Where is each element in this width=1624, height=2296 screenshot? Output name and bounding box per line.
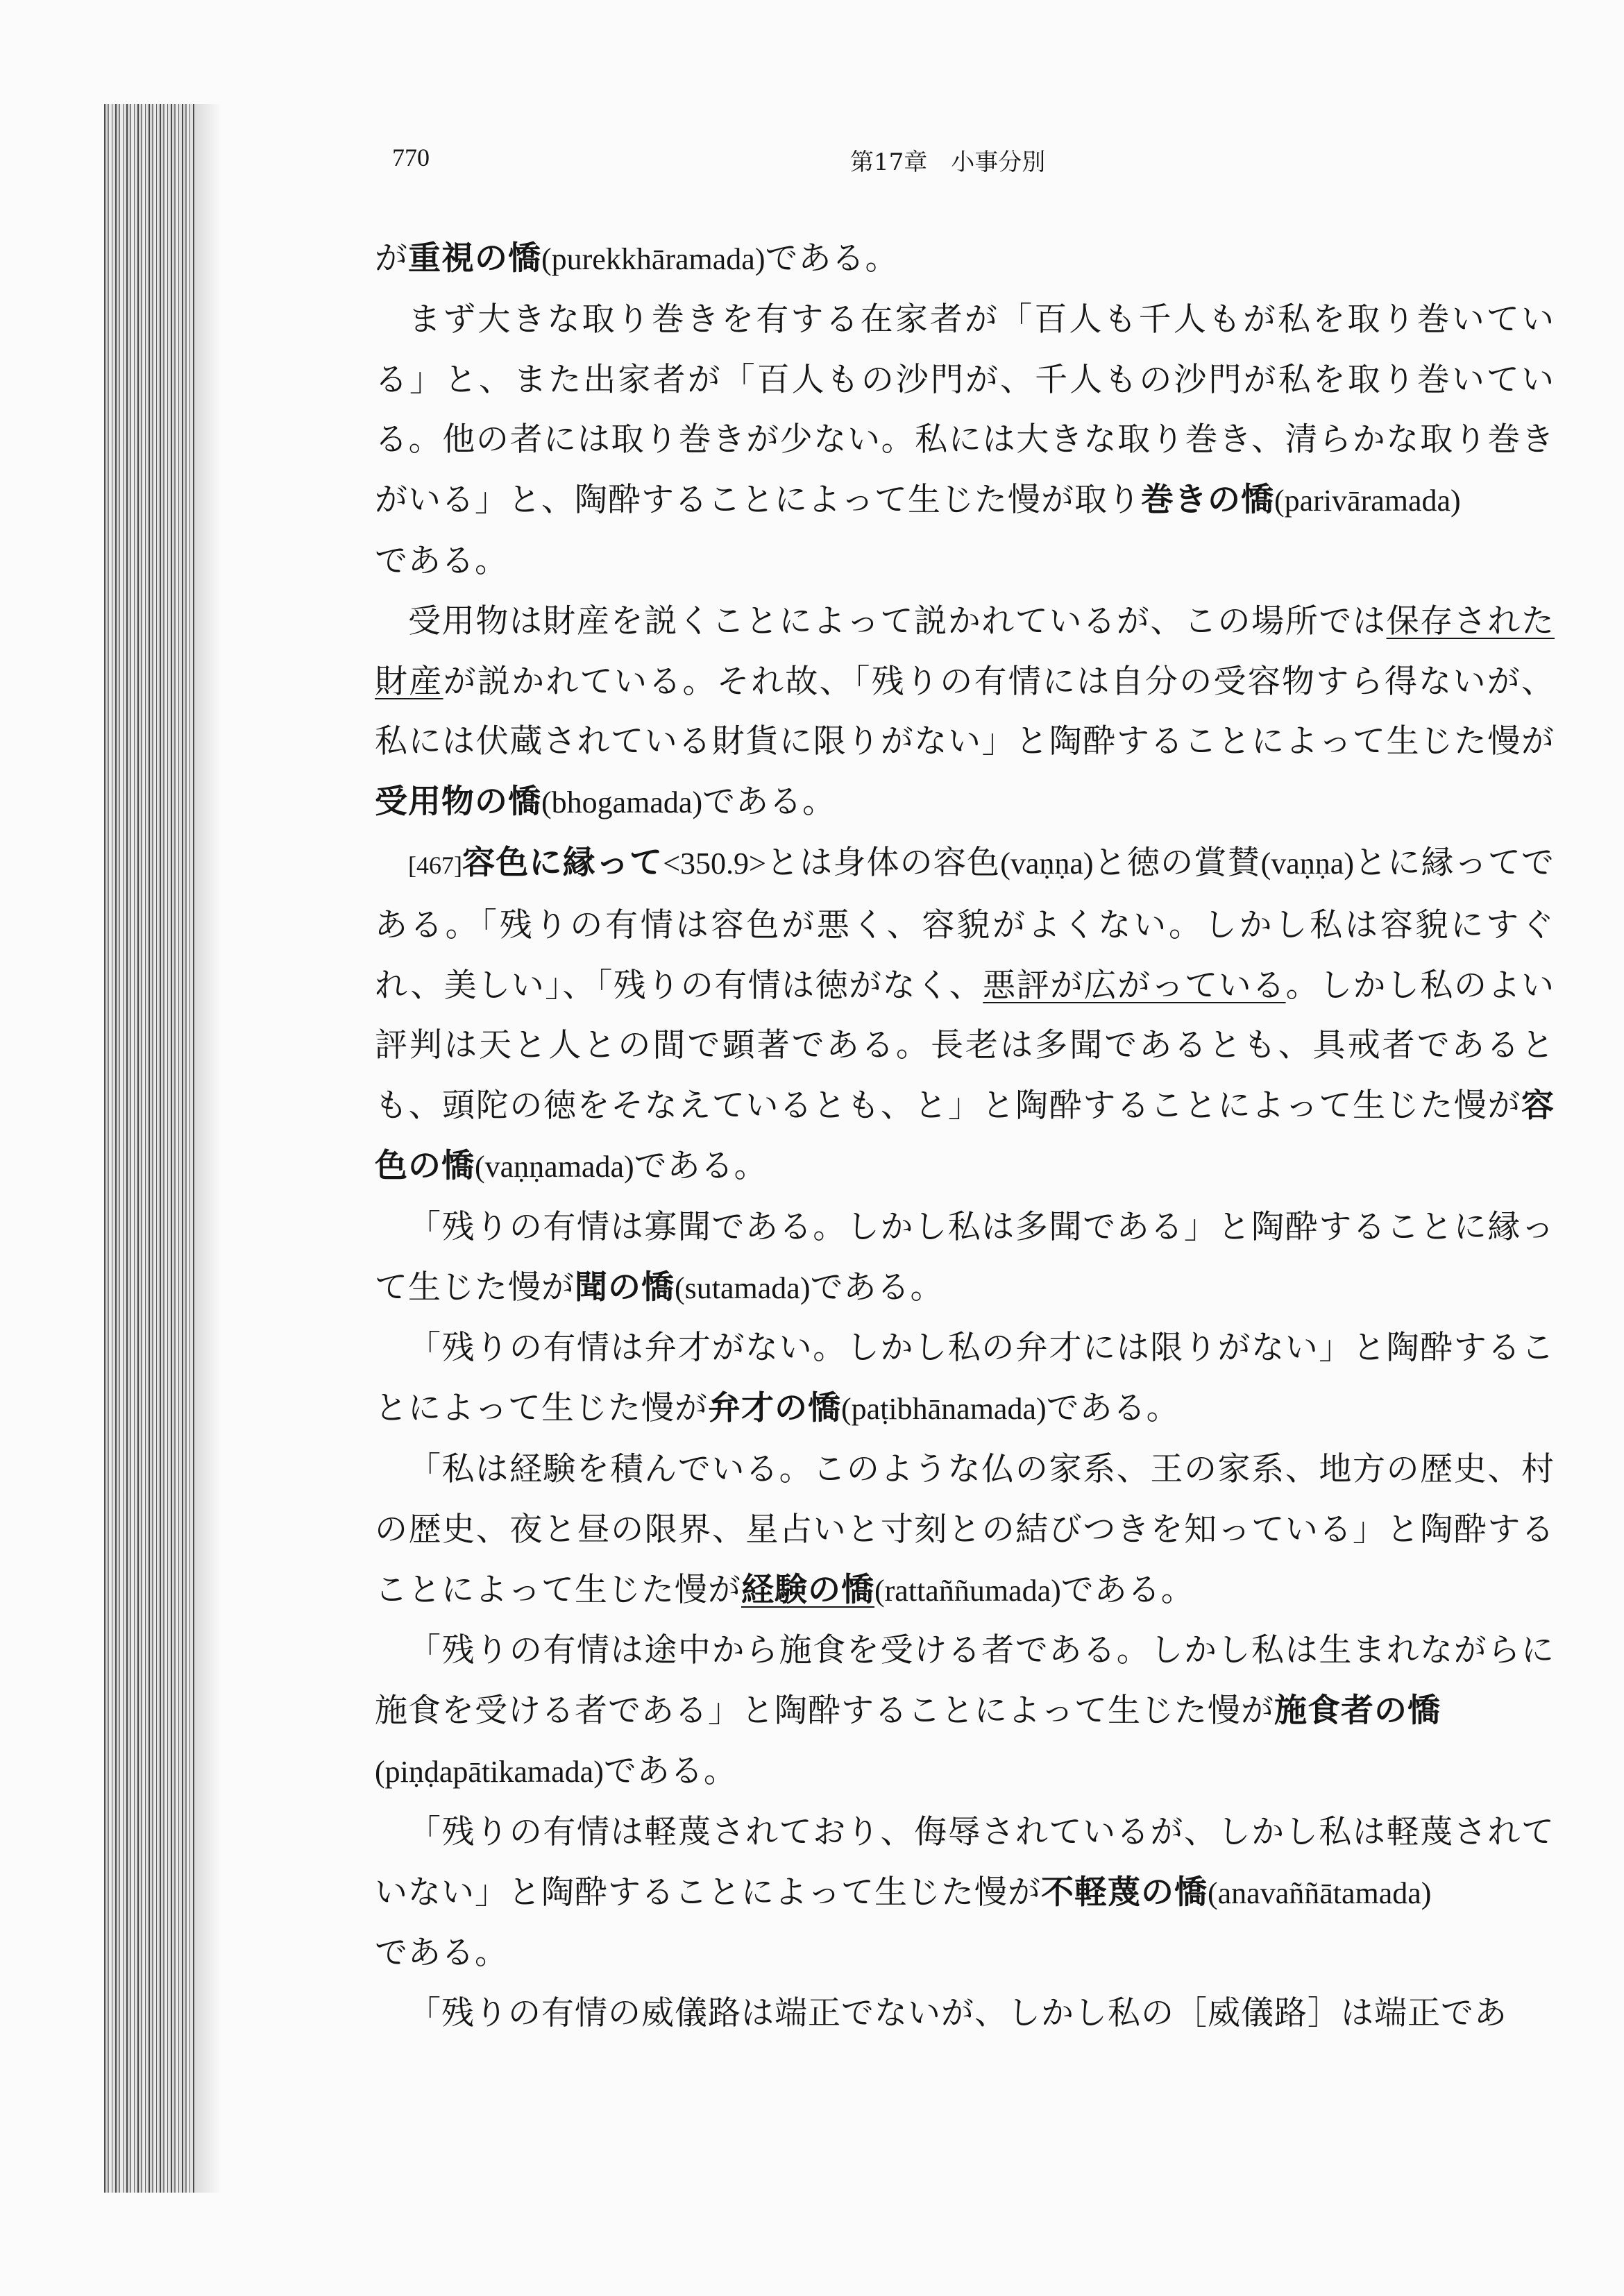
text: である。 <box>1046 1389 1180 1428</box>
paragraph-10 <box>375 1984 1555 2044</box>
pali-term: (vaṇṇamada) <box>475 1149 634 1184</box>
pali-term: (piṇḍapātikamada) <box>375 1754 604 1789</box>
paragraph-8 <box>375 1621 1555 1802</box>
text: である。 <box>702 783 836 822</box>
term-bold: 不軽蔑の憍 <box>1041 1873 1208 1912</box>
text: 「残りの有情は寡聞である。しかし私は多聞である」と陶酔することに縁って生じた慢が <box>375 1207 1555 1307</box>
pali-term: (anavaññātamada) <box>1208 1876 1432 1910</box>
text: 「残りの有情は途中から施食を受ける者である。しかし私は生まれながらに施食を受ける者である」と陶酔することによって生じた慢が <box>375 1631 1555 1730</box>
term-bold: 容色に縁って <box>462 843 663 882</box>
pali-term: (bhogamada) <box>541 785 703 820</box>
paragraph-5 <box>375 1198 1555 1319</box>
pali-term: (sutamada) <box>675 1270 811 1305</box>
paragraph-6 <box>375 1318 1555 1440</box>
binding-fade <box>194 104 222 2193</box>
pali-term: (rattaññumada) <box>874 1573 1061 1608</box>
pali-term: (parivāramada) <box>1274 484 1461 518</box>
paragraph-7 <box>375 1440 1555 1621</box>
text: 「残りの有情は弁才がない。しかし私の弁才には限りがない」と陶酔することによって生じた慢が <box>375 1329 1555 1428</box>
text: である。 <box>810 1268 944 1307</box>
paragraph-9 <box>375 1803 1555 1984</box>
term-bold: 容色の憍 <box>375 1087 1555 1185</box>
term-bold: 弁才の憍 <box>708 1389 841 1428</box>
pali-term: (vaṇṇa) <box>1260 846 1354 881</box>
running-head: 第17章 小事分別 <box>850 148 1046 176</box>
text: 「残りの有情は軽蔑されており、侮辱されているが、しかし私は軽蔑されていない」と陶酔することによって生じた慢が <box>375 1812 1555 1912</box>
text: と徳の賞賛 <box>1093 843 1261 882</box>
underlined-text: 保存された財産 <box>375 602 1555 701</box>
term-bold: 受用物の憍 <box>375 783 541 822</box>
section-reference: [467] <box>408 851 462 879</box>
term-bold: 聞の憍 <box>575 1268 675 1307</box>
pali-term: (vaṇṇa) <box>1000 846 1094 881</box>
term-bold: 施食者の憍 <box>1274 1692 1441 1730</box>
paragraph-3 <box>375 592 1555 833</box>
binding-shadow <box>104 104 194 2193</box>
underlined-text: 悪評が広がっている <box>983 966 1286 1005</box>
paragraph-2 <box>375 290 1555 592</box>
text: が <box>375 239 408 278</box>
term-bold: 重視の憍 <box>408 239 541 278</box>
text: 「残りの有情の威儀路は端正でないが、しかし私の［威儀路］は端正であ <box>408 1994 1507 2033</box>
text: である。 <box>603 1751 737 1790</box>
page-number: 770 <box>392 144 430 171</box>
text: である。 <box>375 541 508 580</box>
text: である。 <box>765 239 899 278</box>
text: 受用物は財産を説くことによって説かれているが、この場所では <box>408 602 1387 640</box>
text: とに縁ってである。「残りの有情は容色が悪く、容貌がよくない。しかし私は容貌にすぐれ、美しい」、「残りの有情は徳がなく、 <box>375 843 1555 1005</box>
text: が説かれている。それ故、「残りの有情には自分の受容物すら得ないが、私には伏蔵されている財貨に限りがない」と陶酔することによって生じた慢が <box>375 662 1555 761</box>
text: まず大きな取り巻きを有する在家者が「百人も千人もが私を取り巻いている」と、また出家者が「百人もの沙門が、千人もの沙門が私を取り巻いている。他の者には取り巻きが少ない。私には大きな取り巻き、清らかな取り巻きがいる」と、陶酔することによって生じた慢が取り <box>375 300 1555 520</box>
term-bold: 巻きの憍 <box>1141 481 1274 520</box>
paragraph-4 <box>375 833 1555 1198</box>
cross-reference: <350.9> <box>663 846 766 881</box>
page-header <box>392 143 1513 185</box>
text: 「私は経験を積んでいる。このような仏の家系、王の家系、地方の歴史、村の歴史、夜と昼の限界、星占いと寸刻との結びつきを知っている」と陶酔することによって生じた慢が <box>375 1449 1555 1609</box>
body-text <box>375 229 1555 2044</box>
text: である。 <box>634 1146 768 1185</box>
text: 。しかし私のよい評判は天と人との間で顕著である。長老は多聞であるとも、具戒者であるとも、頭陀の徳をそなえているとも、と」と陶酔することによって生じた慢が <box>375 966 1555 1125</box>
pali-term: (paṭibhānamada) <box>841 1392 1047 1427</box>
text: である。 <box>1060 1570 1194 1609</box>
text: である。 <box>375 1934 508 1973</box>
text: とは身体の容色 <box>766 843 1001 882</box>
pali-term: (purekkhāramada) <box>541 242 766 276</box>
term-bold-underlined: 経験の憍 <box>741 1570 874 1609</box>
paragraph-1 <box>375 229 1555 290</box>
